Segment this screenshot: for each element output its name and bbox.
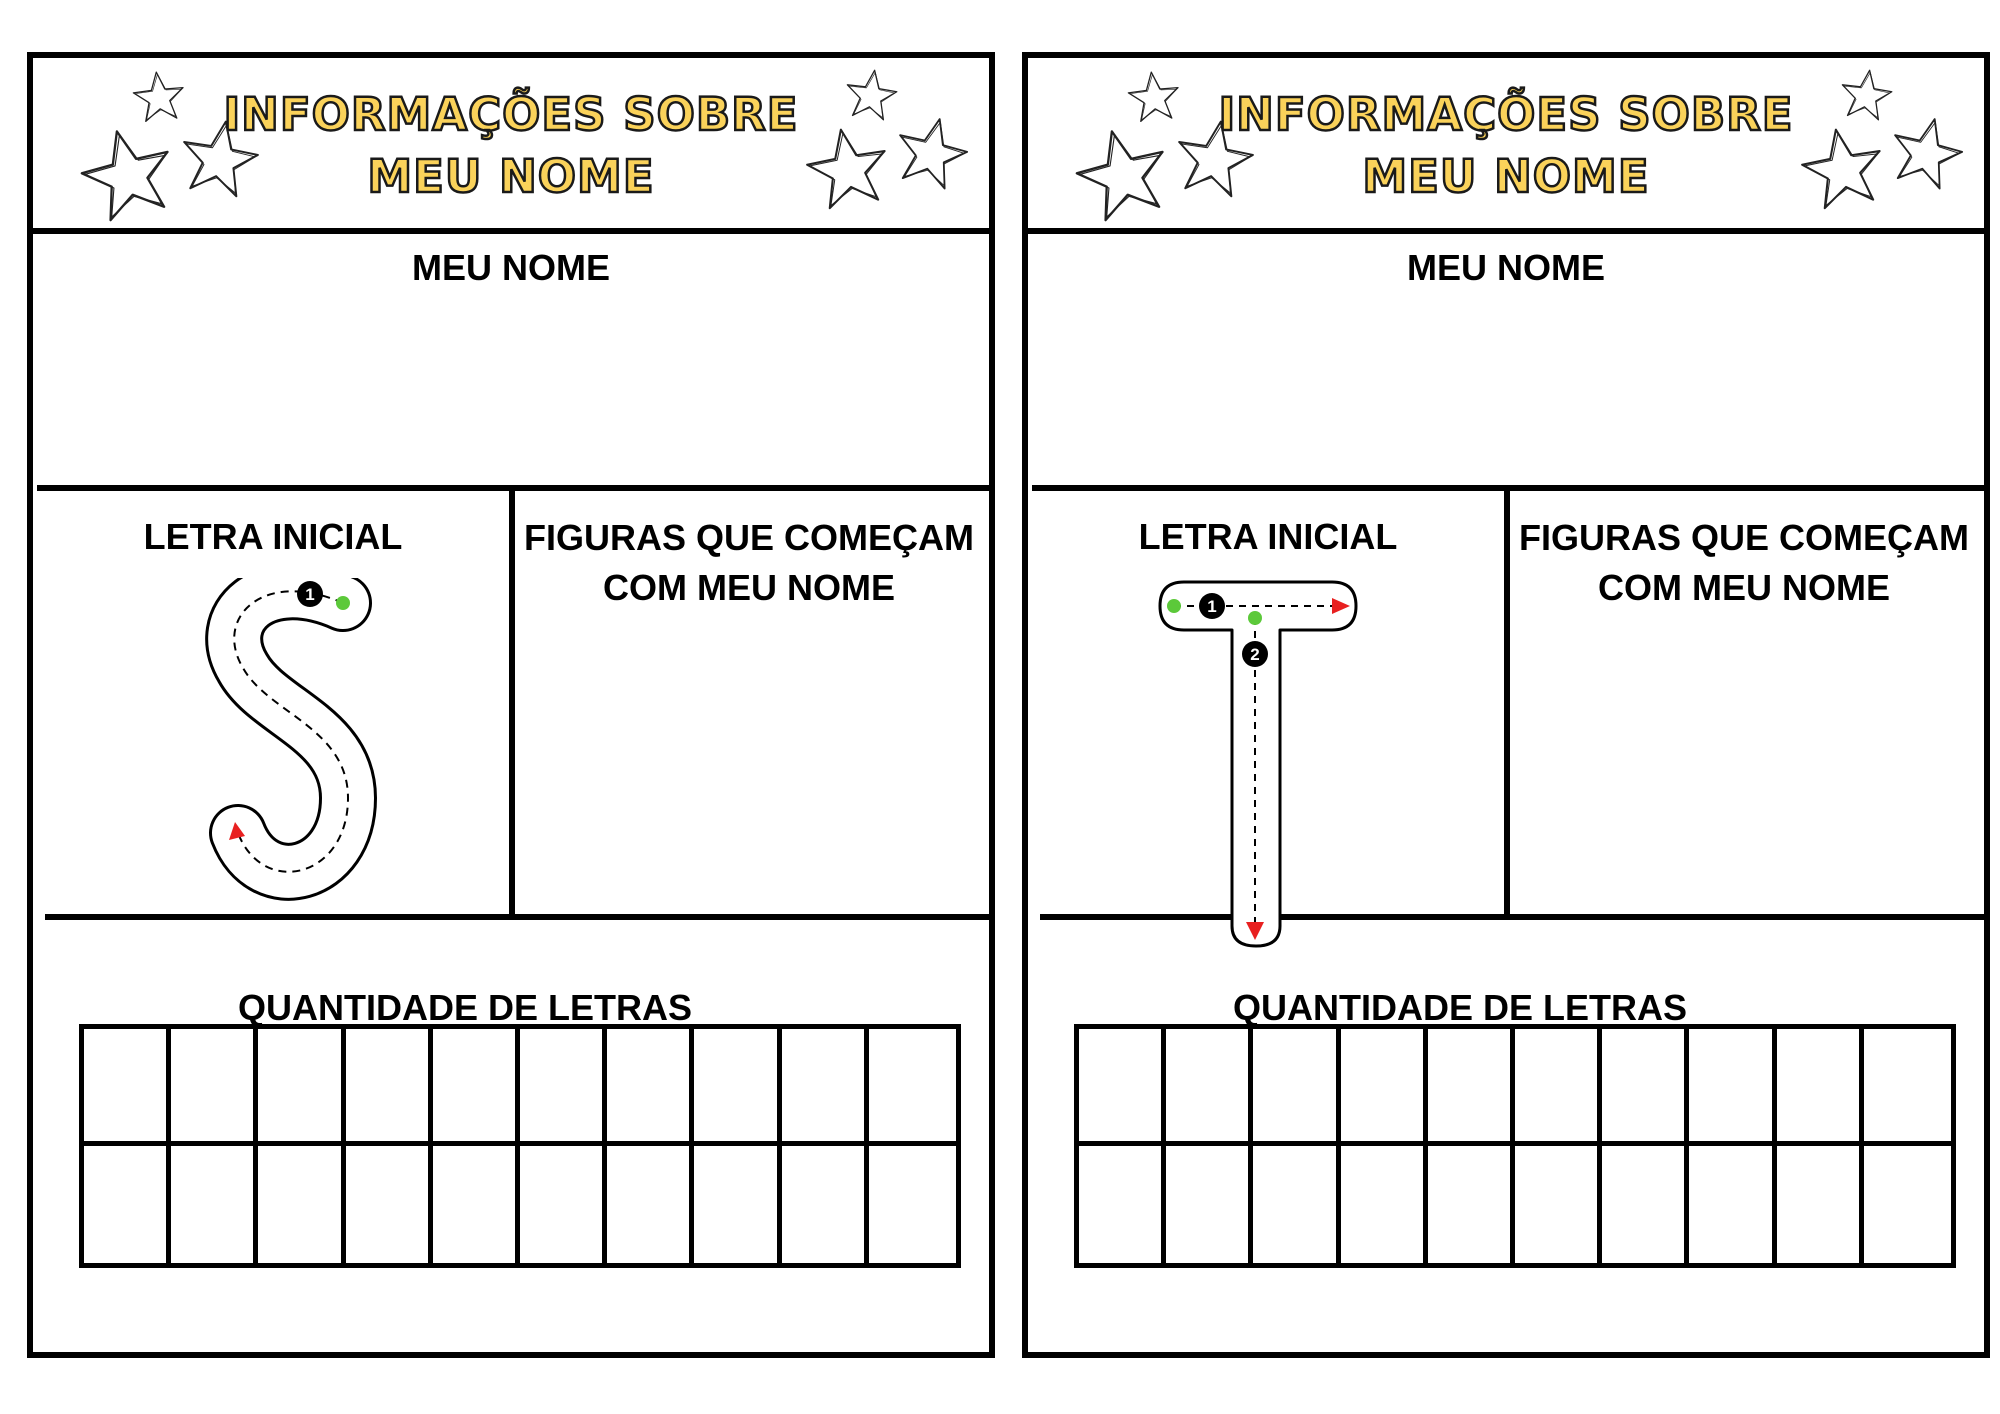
grid-cell <box>520 1146 607 1263</box>
grid-cell <box>346 1029 433 1146</box>
grid-cell <box>1253 1029 1340 1146</box>
grid-cell <box>1515 1029 1602 1146</box>
grid-cell <box>1689 1029 1776 1146</box>
figures-label-line-2: COM MEU NOME <box>1598 567 1890 608</box>
letter-count-grid <box>1074 1024 1956 1268</box>
step-number-icon <box>297 581 323 607</box>
title-line-2: MEU NOME <box>1362 150 1650 203</box>
letter-s-tracing <box>193 578 423 928</box>
step-number-icon <box>1199 593 1225 619</box>
grid-cell <box>1602 1146 1689 1263</box>
start-dot-icon <box>1167 599 1181 613</box>
grid-cell <box>1253 1146 1340 1263</box>
grid-cell <box>607 1029 694 1146</box>
grid-cell <box>1079 1146 1166 1263</box>
grid-cell <box>433 1029 520 1146</box>
grid-cell <box>258 1029 345 1146</box>
header <box>33 58 989 234</box>
title-line-1: INFORMAÇÕES SOBRE <box>223 88 799 141</box>
grid-cell <box>1166 1029 1253 1146</box>
name-label: MEU NOME <box>412 247 610 288</box>
figures-label <box>1504 513 1984 613</box>
grid-cell <box>1515 1146 1602 1263</box>
initial-letter-label: LETRA INICIAL <box>143 516 403 557</box>
svg-text:2: 2 <box>1250 645 1260 664</box>
initial-letter-label: LETRA INICIAL <box>1138 516 1398 557</box>
name-label: MEU NOME <box>1407 247 1605 288</box>
grid-cell <box>1777 1029 1864 1146</box>
figures-label <box>509 513 989 613</box>
letter-count-label: QUANTIDADE DE LETRAS <box>1232 987 1687 1028</box>
grid-cell <box>1079 1029 1166 1146</box>
grid-cell <box>1864 1029 1951 1146</box>
letter-t-tracing <box>1152 568 1372 948</box>
letter-count-label: QUANTIDADE DE LETRAS <box>237 987 692 1028</box>
step-number-icon <box>1242 641 1268 667</box>
title-line-1: INFORMAÇÕES SOBRE <box>1218 88 1794 141</box>
page-title <box>1028 84 1984 208</box>
svg-text:1: 1 <box>305 585 315 604</box>
grid-cell <box>171 1146 258 1263</box>
title-line-2: MEU NOME <box>367 150 655 203</box>
worksheet-left <box>27 52 995 1358</box>
grid-cell <box>258 1146 345 1263</box>
grid-cell <box>1777 1146 1864 1263</box>
grid-cell <box>1428 1029 1515 1146</box>
grid-cell <box>1428 1146 1515 1263</box>
svg-text:1: 1 <box>1207 597 1217 616</box>
grid-cell <box>84 1146 171 1263</box>
figures-label-line-1: FIGURAS QUE COMEÇAM <box>1519 517 1969 558</box>
grid-cell <box>782 1146 869 1263</box>
grid-cell <box>84 1029 171 1146</box>
grid-cell <box>694 1029 781 1146</box>
grid-cell <box>346 1146 433 1263</box>
grid-cell <box>1341 1029 1428 1146</box>
start-dot-icon <box>1248 611 1262 625</box>
grid-cell <box>520 1029 607 1146</box>
start-dot-icon <box>336 596 350 610</box>
grid-cell <box>869 1146 956 1263</box>
worksheet-right <box>1022 52 1990 1358</box>
grid-cell <box>1602 1029 1689 1146</box>
letter-count-grid <box>79 1024 961 1268</box>
grid-cell <box>1341 1146 1428 1263</box>
divider <box>45 914 989 920</box>
header <box>1028 58 1984 234</box>
grid-cell <box>1166 1146 1253 1263</box>
grid-cell <box>782 1029 869 1146</box>
figures-label-line-1: FIGURAS QUE COMEÇAM <box>524 517 974 558</box>
grid-cell <box>694 1146 781 1263</box>
grid-cell <box>869 1029 956 1146</box>
figures-label-line-2: COM MEU NOME <box>603 567 895 608</box>
grid-cell <box>171 1029 258 1146</box>
page-title <box>33 84 989 208</box>
grid-cell <box>607 1146 694 1263</box>
grid-cell <box>1689 1146 1776 1263</box>
grid-cell <box>433 1146 520 1263</box>
grid-cell <box>1864 1146 1951 1263</box>
